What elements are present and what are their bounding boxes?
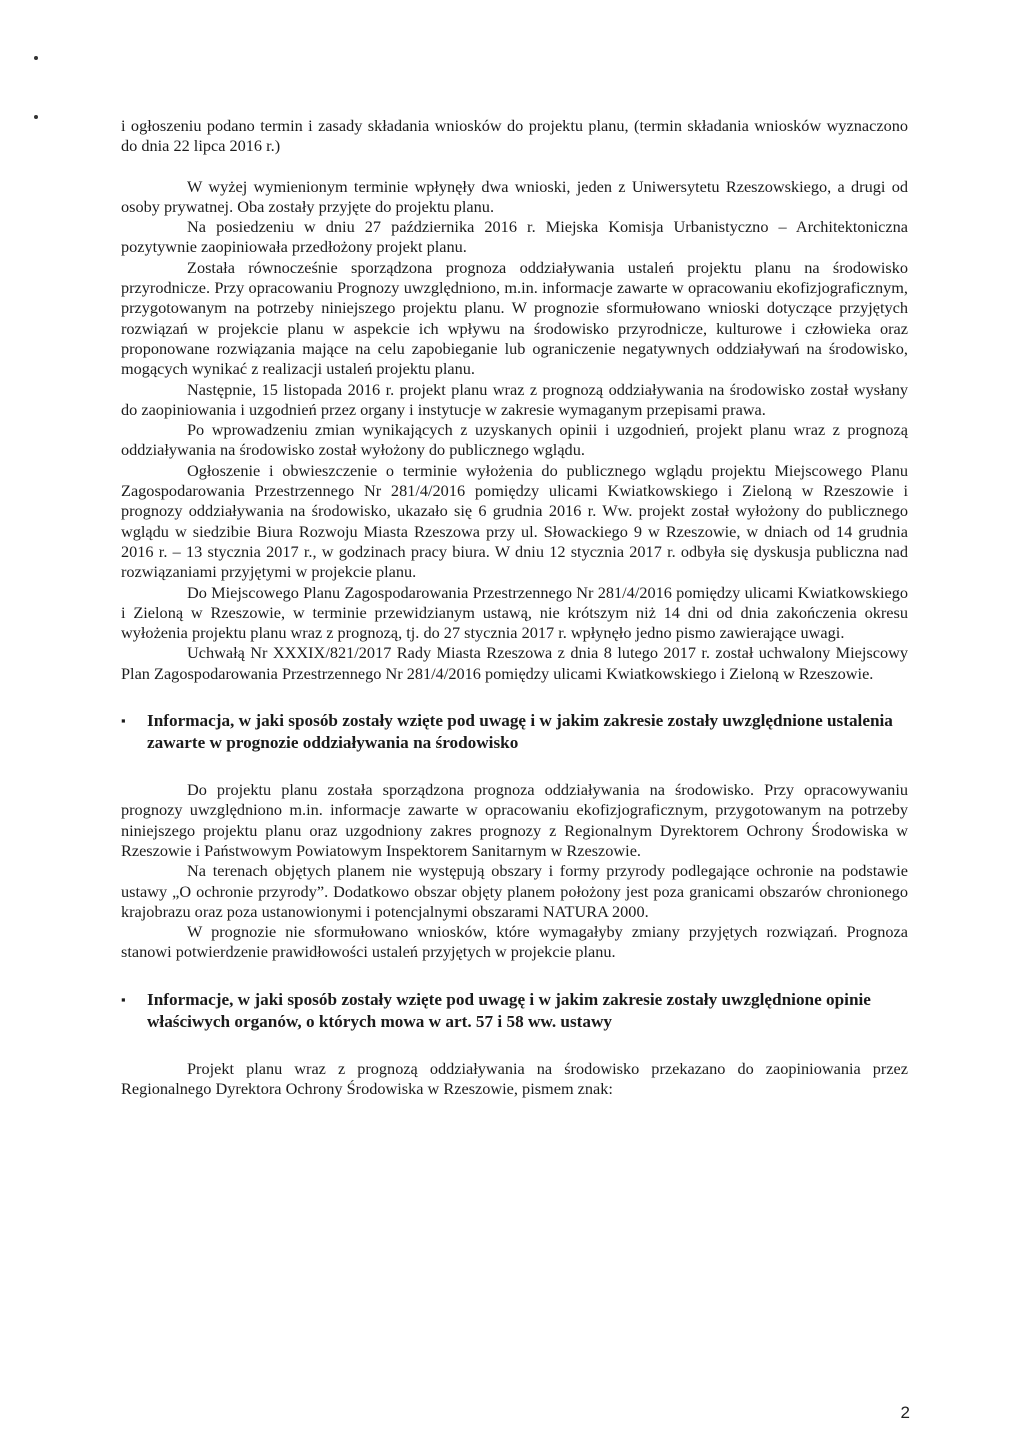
paragraph: W prognozie nie sformułowano wniosków, które wymagałyby zmiany przyjętych rozwiązań. Prognoza stanowi potwierdzenie prawidłowości ustaleń przyjętych w projekcie planu. (121, 922, 908, 962)
paragraph: Do projektu planu została sporządzona prognoza oddziaływania na środowisko. Przy opracowywaniu prognozy uwzględniono m.in. informacje zawarte w opracowaniu ekofizjograficznym, przygotowanym na potrzeby niniejszego projektu planu oraz uzgodniony zakres prognozy z Regionalnym Dyrektorem Ochrony Środowiska w Rzeszowie i Państwowym Powiatowym Inspektorem Sanitarnym w Rzeszowie. (121, 780, 908, 860)
section-heading-text: Informacja, w jaki sposób zostały wzięte pod uwagę i w jakim zakresie zostały uwzględnione ustalenia zawarte w prognozie oddziaływania na środowisko (147, 711, 893, 753)
paragraph: i ogłoszeniu podano termin i zasady składania wniosków do projektu planu, (termin składania wniosków wyznaczono do dnia 22 lipca 2016 r.) (121, 116, 908, 156)
paragraph: Na terenach objętych planem nie występują obszary i formy przyrody podlegające ochronie na podstawie ustawy „O ochronie przyrody”. Dodatkowo obszar objęty planem położony jest poza granicami obszarów chronionego krajobrazu oraz poza ustanowionymi i potencjalnymi obszarami NATURA 2000. (121, 861, 908, 921)
paragraph: Uchwałą Nr XXXIX/821/2017 Rady Miasta Rzeszowa z dnia 8 lutego 2017 r. został uchwalony Miejscowy Plan Zagospodarowania Przestrzennego Nr 281/4/2016 pomiędzy ulicami Kwiatkowskiego i Zieloną w Rzeszowie. (121, 643, 908, 683)
bullet-icon: ▪ (121, 991, 126, 1007)
section-heading (121, 710, 908, 754)
paragraph: Po wprowadzeniu zmian wynikających z uzyskanych opinii i uzgodnień, projekt planu wraz z prognozą oddziaływania na środowisko został wyłożony do publicznego wglądu. (121, 420, 908, 460)
scan-speck (34, 115, 38, 119)
paragraph: Została równocześnie sporządzona prognoza oddziaływania ustaleń projektu planu na środowisko przyrodnicze. Przy opracowaniu Prognozy uwzględniono, m.in. informacje zawarte w opracowaniu ekofizjograficznym, przygotowanym na potrzeby niniejszego projektu planu. W prognozie sformułowano wnioski dotyczące przyjętych rozwiązań w projekcie planu w aspekcie ich wpływu na środowisko przyrodnicze, kulturowe i człowieka oraz proponowane rozwiązania mające na celu zapobieganie lub ograniczenie negatywnych oddziaływań na środowisko, mogących wynikać z realizacji ustaleń projektu planu. (121, 257, 908, 379)
page-number: 2 (900, 1403, 910, 1422)
paragraph: Do Miejscowego Planu Zagospodarowania Przestrzennego Nr 281/4/2016 pomiędzy ulicami Kwiatkowskiego i Zieloną w Rzeszowie, w terminie przewidzianym ustawą, nie krótszym niż 14 dni od dnia zakończenia okresu wyłożenia projektu planu wraz z prognozą, tj. do 27 stycznia 2017 r. wpłynęło jedno pismo zawierające uwagi. (121, 582, 908, 643)
paragraph: Na posiedzeniu w dniu 27 października 2016 r. Miejska Komisja Urbanistyczno – Architektoniczna pozytywnie zaopiniowała przedłożony projekt planu. (121, 217, 908, 257)
paragraph: Projekt planu wraz z prognozą oddziaływania na środowisko przekazano do zaopiniowania przez Regionalnego Dyrektora Ochrony Środowiska w Rzeszowie, pismem znak: (121, 1058, 908, 1098)
section-heading-text: Informacje, w jaki sposób zostały wzięte pod uwagę i w jakim zakresie zostały uwzględnione opinie właściwych organów, o których mowa w art. 57 i 58 ww. ustawy (147, 989, 871, 1031)
paragraph: Ogłoszenie i obwieszczenie o terminie wyłożenia do publicznego wglądu projektu Miejscowego Planu Zagospodarowania Przestrzennego Nr 281/4/2016 pomiędzy ulicami Kwiatkowskiego i Zieloną w Rzeszowie i prognozy oddziaływania na środowisko, ukazało się 6 grudnia 2016 r. Ww. projekt został wyłożony do publicznego wglądu w siedzibie Biura Rozwoju Miasta Rzeszowa przy ul. Słowackiego 9 w Rzeszowie, w dniach od 14 grudnia 2016 r. – 13 stycznia 2017 r., w godzinach pracy biura. W dniu 12 stycznia 2017 r. odbyła się dyskusja publiczna nad rozwiązaniami przyjętymi w projekcie planu. (121, 460, 908, 582)
scan-speck (34, 56, 38, 60)
section-heading (121, 989, 908, 1033)
bullet-icon: ▪ (121, 713, 126, 729)
document-body (121, 116, 908, 1099)
paragraph: Następnie, 15 listopada 2016 r. projekt planu wraz z prognozą oddziaływania na środowisko został wysłany do zaopiniowania i uzgodnień przez organy i instytucje w zakresie wymaganym przepisami prawa. (121, 379, 908, 419)
paragraph: W wyżej wymienionym terminie wpłynęły dwa wnioski, jeden z Uniwersytetu Rzeszowskiego, a drugi od osoby prywatnej. Oba zostały przyjęte do projektu planu. (121, 176, 908, 216)
